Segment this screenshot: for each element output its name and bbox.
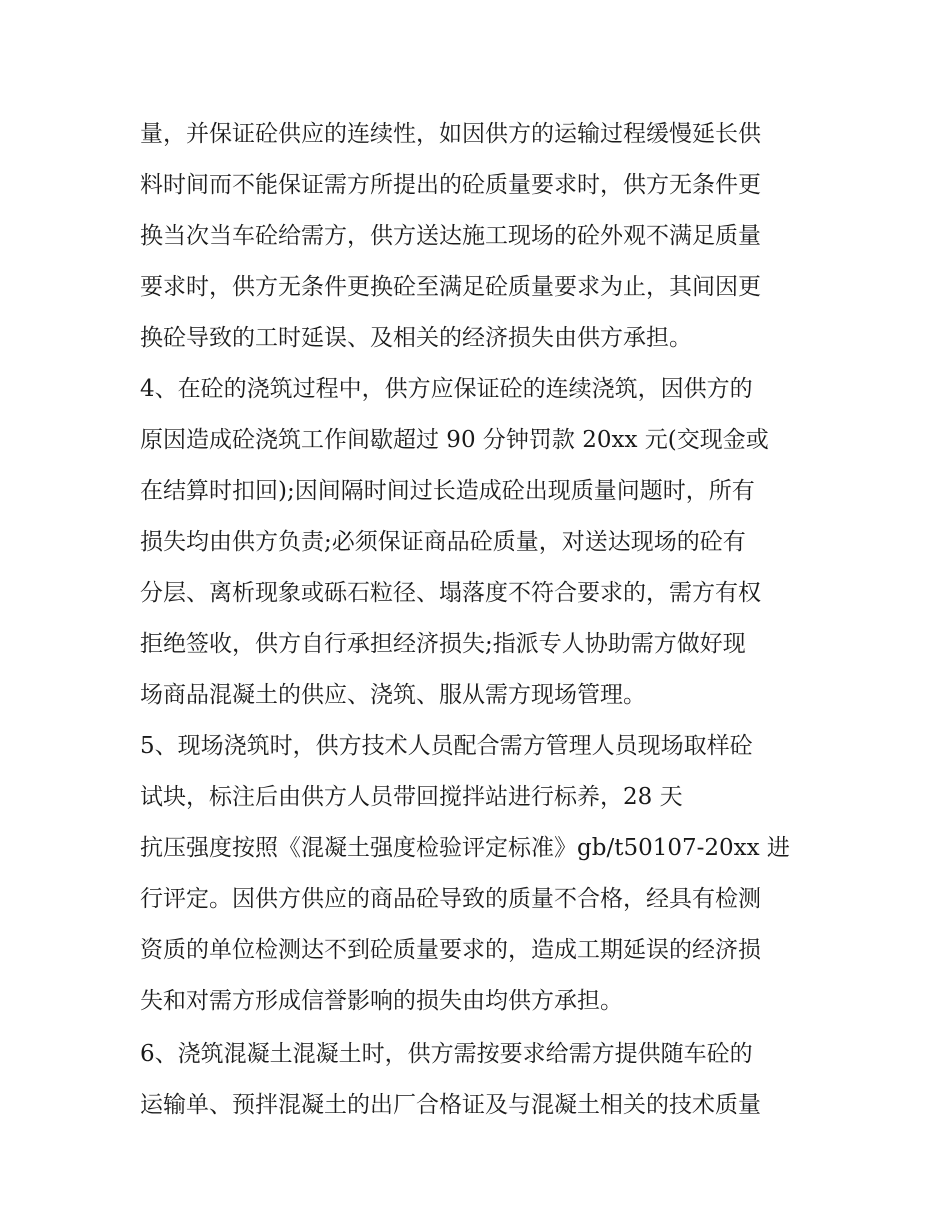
text-line: 拒绝签收，供方自行承担经济损失;指派专人协助需方做好现 <box>140 631 746 657</box>
text-line: 6、浇筑混凝土混凝土时，供方需按要求给需方提供随车砼的 <box>140 1041 753 1067</box>
text-line: 分层、离析现象或砾石粒径、塌落度不符合要求的，需方有权 <box>140 580 761 606</box>
text-line: 4、在砼的浇筑过程中，供方应保证砼的连续浇筑，因供方的 <box>140 376 753 402</box>
text-line: 场商品混凝土的供应、浇筑、服从需方现场管理。 <box>140 682 646 708</box>
text-line: 在结算时扣回);因间隔时间过长造成砼出现质量问题时，所有 <box>140 478 755 504</box>
text-line: 行评定。因供方供应的商品砼导致的质量不合格，经具有检测 <box>140 886 761 912</box>
document-body <box>140 109 820 1131</box>
text-line: 失和对需方形成信誉影响的损失由均供方承担。 <box>140 988 623 1014</box>
text-line: 换砼导致的工时延误、及相关的经济损失由供方承担。 <box>140 325 692 351</box>
text-line: 运输单、预拌混凝土的出厂合格证及与混凝土相关的技术质量 <box>140 1092 761 1118</box>
text-line: 损失均由供方负责;必须保证商品砼质量，对送达现场的砼有 <box>140 529 746 555</box>
text-line: 料时间而不能保证需方所提出的砼质量要求时，供方无条件更 <box>140 172 761 198</box>
text-line: 换当次当车砼给需方，供方送达施工现场的砼外观不满足质量 <box>140 223 761 249</box>
text-line: 抗压强度按照《混凝土强度检验评定标准》gb/t50107-20xx 进 <box>140 835 790 861</box>
text-line: 资质的单位检测达不到砼质量要求的，造成工期延误的经济损 <box>140 937 761 963</box>
text-line: 要求时，供方无条件更换砼至满足砼质量要求为止，其间因更 <box>140 274 761 300</box>
text-line: 5、现场浇筑时，供方技术人员配合需方管理人员现场取样砼 <box>140 733 753 759</box>
text-line: 量，并保证砼供应的连续性，如因供方的运输过程缓慢延长供 <box>140 121 761 147</box>
text-line: 原因造成砼浇筑工作间歇超过 90 分钟罚款 20xx 元(交现金或 <box>140 427 769 453</box>
text-line: 试块，标注后由供方人员带回搅拌站进行标养，28 天 <box>140 784 683 810</box>
